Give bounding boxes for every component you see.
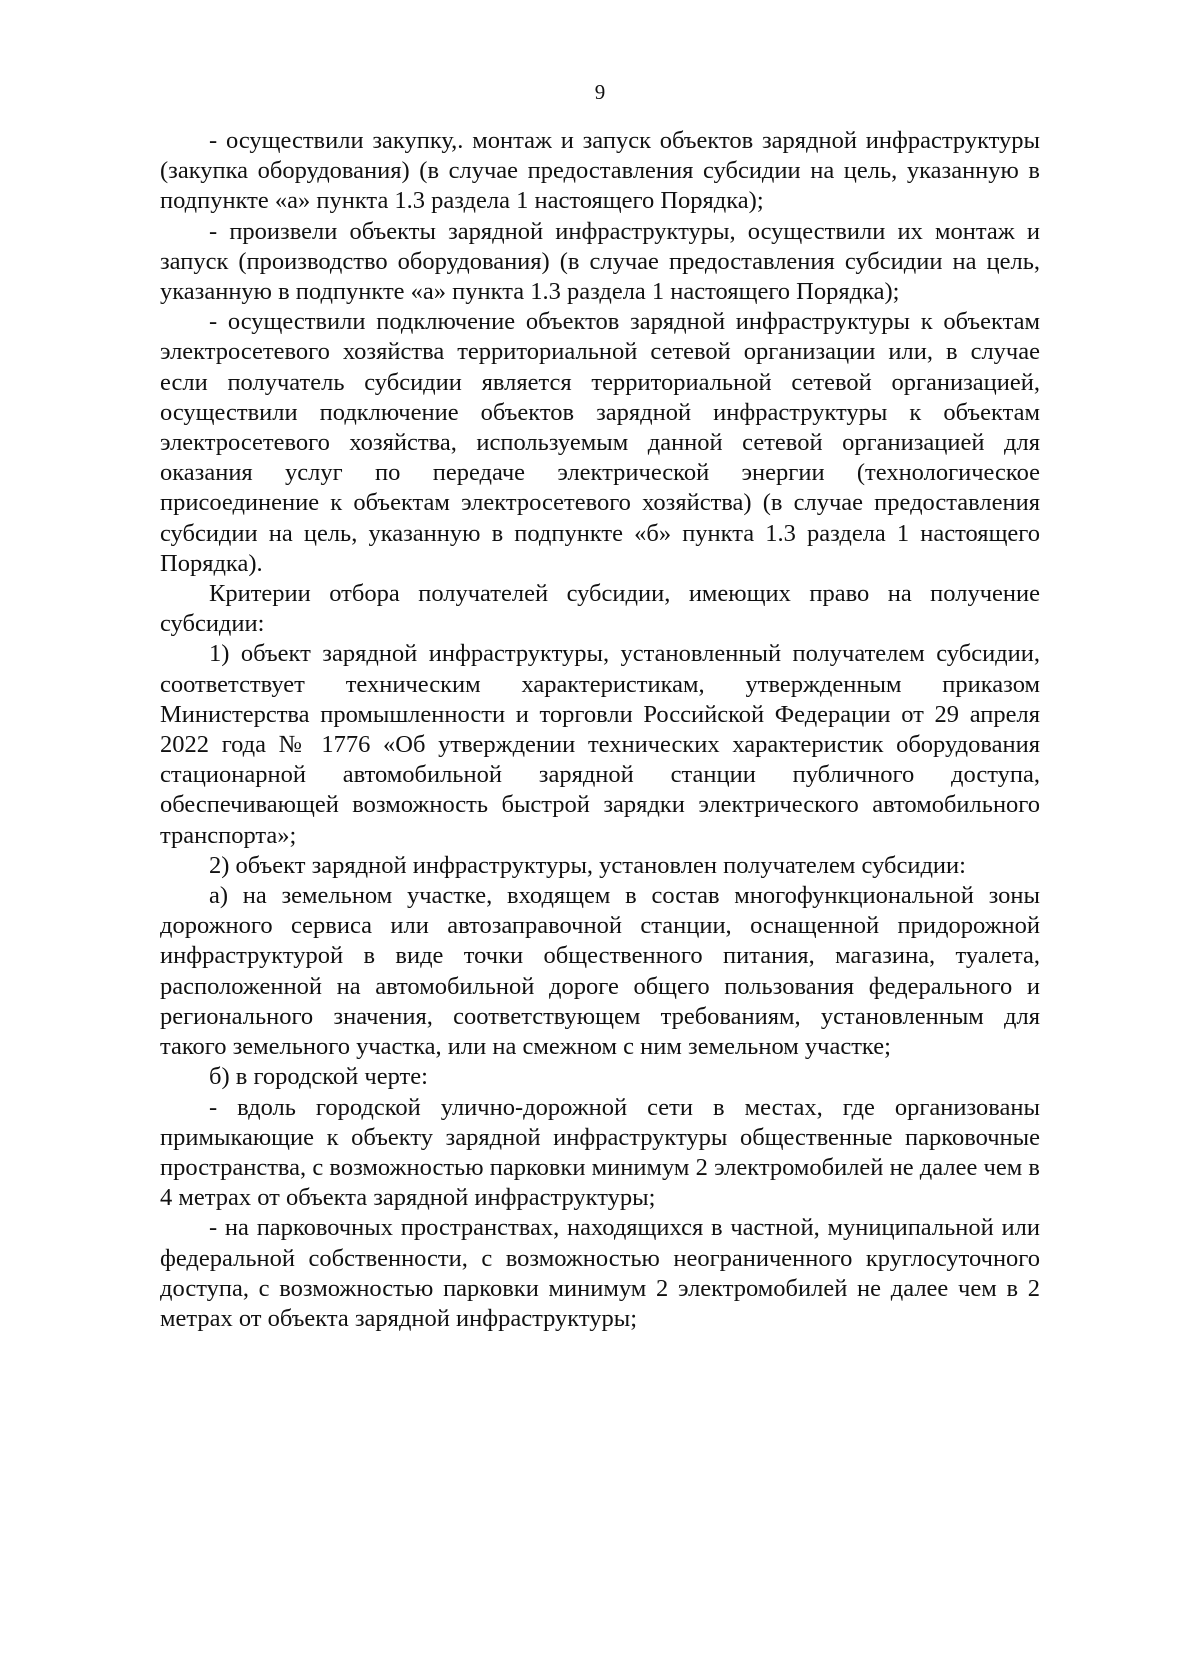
paragraph-production-installation: - произвели объекты зарядной инфраструктуры, осуществили их монтаж и запуск (производство оборудования) (в случае предоставления субсидии на цель, указанную в подпункте «а» пункта 1.3 раздела 1 настоящего Порядка); — [160, 217, 1040, 306]
page-number: 9 — [594, 80, 606, 104]
paragraph-grid-connection: - осуществили подключение объектов зарядной инфраструктуры к объектам электросетевого хозяйства территориальной сетевой организации или, в случае если получатель субсидии является территориальной сетевой организацией, осуществили подключение объектов зарядной инфраструктуры к объектам электросетевого хозяйства, используемым данной сетевой организацией для оказания услуг по передаче электрической энергии (технологическое присоединение к объектам электросетевого хозяйства) (в случае предоставления субсидии на цель, указанную в подпункте «б» пункта 1.3 раздела 1 настоящего Порядка). — [160, 308, 1040, 577]
paragraph-criterion-2a: а) на земельном участке, входящем в состав многофункциональной зоны дорожного сервиса или автозаправочной станции, оснащенной придорожной инфраструктурой в виде точки общественного питания, магазина, туалета, расположенной на автомобильной дороге общего пользования федерального и регионального значения, соответствующем требованиям, установленным для такого земельного участка, или на смежном с ним земельном участке; — [160, 882, 1040, 1061]
paragraph-street-network: - вдоль городской улично-дорожной сети в местах, где организованы примыкающие к объекту зарядной инфраструктуры общественные парковочные пространства, с возможностью парковки минимум 2 электромобилей не далее чем в 4 метрах от объекта зарядной инфраструктуры; — [160, 1093, 1040, 1212]
paragraph-criterion-1: 1) объект зарядной инфраструктуры, установленный получателем субсидии, соответствует техническим характеристикам, утвержденным приказом Министерства промышленности и торговли Российской Федерации от 29 апреля 2022 года № 1776 «Об утверждении технических характеристик оборудования стационарной автомобильной зарядной станции публичного доступа, обеспечивающей возможность быстрой зарядки электрического автомобильного транспорта»; — [160, 640, 1040, 849]
paragraph-criterion-2: 2) объект зарядной инфраструктуры, установлен получателем субсидии: — [209, 851, 966, 879]
paragraph-parking-spaces: - на парковочных пространствах, находящихся в частной, муниципальной или федеральной собственности, с возможностью неограниченного круглосуточного доступа, с возможностью парковки минимум 2 электромобилей не далее чем в 2 метрах от объекта зарядной инфраструктуры; — [160, 1214, 1040, 1332]
paragraph-purchase-installation: - осуществили закупку,. монтаж и запуск объектов зарядной инфраструктуры (закупка оборудования) (в случае предоставления субсидии на цель, указанную в подпункте «а» пункта 1.3 раздела 1 настоящего Порядка); — [160, 127, 1040, 215]
paragraph-criterion-2b: б) в городской черте: — [209, 1063, 428, 1091]
document-body — [160, 126, 1040, 1334]
paragraph-selection-criteria: Критерии отбора получателей субсидии, имеющих право на получение субсидии: — [160, 580, 1040, 638]
